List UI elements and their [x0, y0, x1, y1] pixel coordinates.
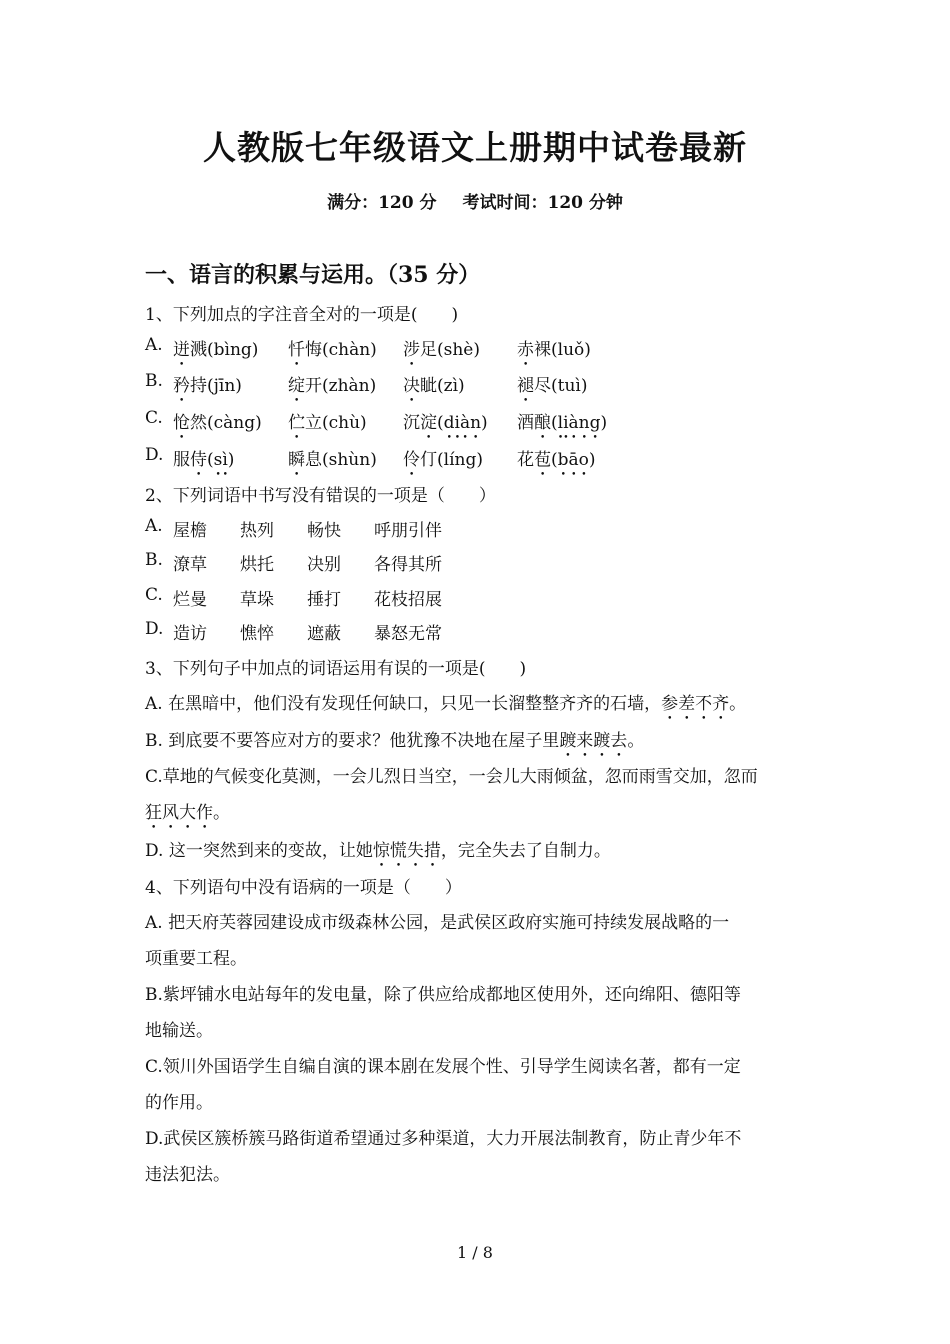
word-pinyin: 尽(tuì) [534, 376, 588, 396]
sentence-text: ，完全失去了自制力。 [440, 841, 611, 861]
section-heading: 一、语言的积累与运用。（35 分） [145, 262, 481, 288]
dotted-char: 伫 [288, 413, 305, 433]
word-pinyin: 苞(bāo) [534, 450, 596, 470]
q3-option-a [145, 689, 746, 724]
word: 花枝招展 [374, 590, 442, 610]
q3-option-c-line1: C.草地的气候变化莫测，一会儿烈日当空，一会儿大雨倾盆，忽而雨雪交加，忽而 [145, 767, 758, 787]
word-pinyin: 悔(chàn) [305, 340, 377, 360]
word: 烘托 [240, 555, 274, 575]
word: 憔悴 [240, 624, 274, 644]
dotted-char: 涉 [403, 340, 420, 360]
dotted-phrase: 踱来踱去 [559, 731, 628, 751]
dotted-char: 伶 [403, 450, 420, 470]
exam-time: 考试时间：120 分钟 [462, 193, 623, 213]
dotted-char: 褪 [517, 376, 534, 396]
option-label: A. [145, 335, 163, 355]
dotted-char: 迸 [173, 340, 190, 360]
word-pinyin: 息(shùn) [305, 450, 377, 470]
sentence-text: A. 在黑暗中，他们没有发现任何缺口，只见一长溜整整齐齐的石墙， [145, 694, 662, 714]
page-title: 人教版七年级语文上册期中试卷最新 [203, 128, 747, 167]
q4-option-c-line2: 的作用。 [145, 1093, 213, 1113]
word-pinyin: 侍(sì) [190, 450, 235, 470]
option-label: D. [145, 445, 164, 465]
word: 烂曼 [173, 590, 207, 610]
dotted-phrase: 惊慌失措 [372, 841, 441, 861]
sentence-text: 。 [627, 731, 645, 751]
q4-option-b-line1: B.紫坪铺水电站每年的发电量，除了供应给成都地区使用外，还向绵阳、德阳等 [145, 985, 741, 1005]
word-pinyin: 立(chù) [305, 413, 367, 433]
q3-option-c-line2 [145, 798, 230, 833]
dotted-char: 瞬 [288, 450, 305, 470]
plain-char: 服 [173, 450, 190, 470]
q4-option-d-line1: D.武侯区簇桥簇马路街道希望通过多种渠道，大力开展法制教育，防止青少年不 [145, 1129, 742, 1149]
q2-option-d [145, 619, 545, 644]
word-pinyin: 开(zhàn) [305, 376, 377, 396]
q2-option-a [145, 516, 545, 541]
q4-stem: 4、下列语句中没有语病的一项是（ ） [145, 878, 462, 898]
q1-option-d [145, 445, 825, 470]
q1-stem: 1、下列加点的字注音全对的一项是( ) [145, 305, 459, 325]
dotted-phrase: 参差不齐 [661, 694, 730, 714]
word: 热列 [240, 521, 274, 541]
option-label: A. [145, 516, 163, 536]
dotted-char: 赤 [517, 340, 534, 360]
dotted-char: 决 [403, 376, 420, 396]
option-label: C. [145, 585, 163, 605]
dotted-char: 忏 [288, 340, 305, 360]
word: 草垛 [240, 590, 274, 610]
sentence-text: B. 到底要不要答应对方的要求？他犹豫不决地在屋子里 [145, 731, 560, 751]
q1-option-b [145, 371, 825, 396]
word-pinyin: 然(càng) [190, 413, 262, 433]
dotted-char: 绽 [288, 376, 305, 396]
sentence-text: D. 这一突然到来的变故，让她 [145, 841, 373, 861]
word-pinyin: 淀(diàn) [420, 413, 488, 433]
q4-option-c-line1: C.领川外国语学生自编自演的课本剧在发展个性、引导学生阅读名著，都有一定 [145, 1057, 741, 1077]
page-number: 1 / 8 [457, 1243, 493, 1262]
dotted-phrase: 狂风大作 [145, 803, 213, 823]
sentence-text: 。 [213, 803, 230, 823]
q3-option-d [145, 836, 611, 871]
word: 呼朋引伴 [374, 521, 442, 541]
word: 捶打 [307, 590, 341, 610]
word: 屋檐 [173, 521, 207, 541]
q3-stem: 3、下列句子中加点的词语运用有误的一项是( ) [145, 659, 527, 679]
q3-option-b [145, 726, 644, 761]
word: 遮蔽 [307, 624, 341, 644]
q2-option-c [145, 585, 545, 610]
word-pinyin: 仃(líng) [420, 450, 483, 470]
plain-char: 沉 [403, 413, 420, 433]
word-pinyin: 眦(zì) [420, 376, 465, 396]
q4-option-a-line2: 项重要工程。 [145, 949, 247, 969]
option-label: D. [145, 619, 164, 639]
option-label: C. [145, 408, 163, 428]
q4-option-b-line2: 地输送。 [145, 1021, 213, 1041]
word: 决别 [307, 555, 341, 575]
dotted-char: 矜 [173, 376, 190, 396]
q2-option-b [145, 550, 545, 575]
q1-option-a [145, 335, 825, 360]
sentence-text: 。 [729, 694, 747, 714]
word-pinyin: 裸(luǒ) [534, 340, 591, 360]
q4-option-d-line2: 违法犯法。 [145, 1165, 230, 1185]
word-pinyin: 持(jīn) [190, 376, 242, 396]
q2-stem: 2、下列词语中书写没有错误的一项是（ ） [145, 486, 496, 506]
option-label: B. [145, 550, 163, 570]
full-score: 满分：120 分 [327, 193, 437, 213]
word: 潦草 [173, 555, 207, 575]
dotted-char: 怆 [173, 413, 190, 433]
word-pinyin: 酿(liàng) [534, 413, 608, 433]
q1-option-c [145, 408, 825, 433]
word-pinyin: 足(shè) [420, 340, 480, 360]
word: 造访 [173, 624, 207, 644]
exam-info [0, 188, 950, 213]
word: 畅快 [307, 521, 341, 541]
plain-char: 花 [517, 450, 534, 470]
option-label: B. [145, 371, 163, 391]
word: 暴怒无常 [374, 624, 442, 644]
word-pinyin: 溅(bìng) [190, 340, 259, 360]
plain-char: 酒 [517, 413, 534, 433]
word: 各得其所 [374, 555, 442, 575]
q4-option-a-line1: A. 把天府芙蓉园建设成市级森林公园，是武侯区政府实施可持续发展战略的一 [145, 913, 730, 933]
